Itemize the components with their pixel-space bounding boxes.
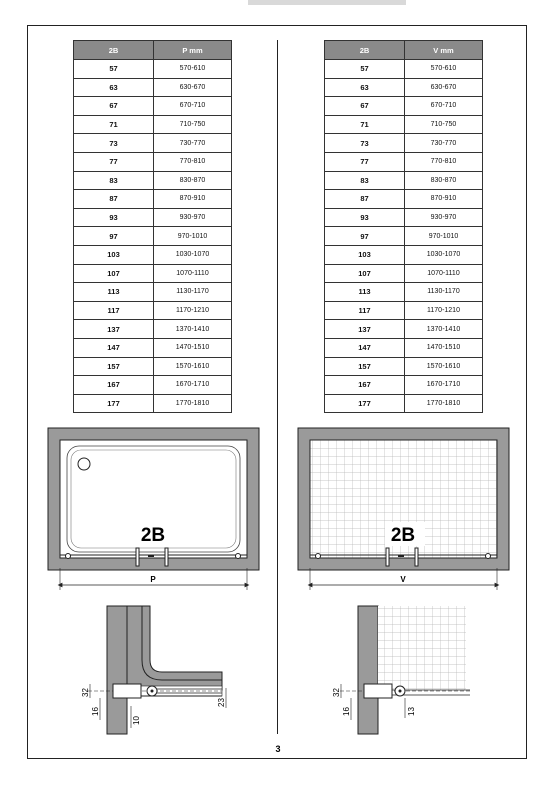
model-cell: 67: [325, 97, 405, 116]
model-cell: 117: [325, 301, 405, 320]
range-cell: 1170-1210: [405, 301, 483, 320]
col-header-dimension: P mm: [154, 41, 232, 60]
model-cell: 77: [325, 152, 405, 171]
col-header-model: 2B: [325, 41, 405, 60]
dim-16: 16: [91, 707, 100, 716]
page-number: 3: [275, 744, 281, 754]
range-cell: 1130-1170: [154, 283, 232, 302]
model-cell: 93: [74, 208, 154, 227]
col-header-dimension: V mm: [405, 41, 483, 60]
model-cell: 83: [325, 171, 405, 190]
dim-32: 32: [332, 688, 341, 697]
dim-10: 10: [132, 716, 141, 725]
range-cell: 570-610: [154, 60, 232, 79]
range-cell: 1470-1510: [154, 338, 232, 357]
model-cell: 157: [74, 357, 154, 376]
range-cell: 1030-1070: [154, 245, 232, 264]
model-cell: 177: [74, 394, 154, 413]
range-cell: 730-770: [154, 134, 232, 153]
model-cell: 93: [325, 208, 405, 227]
range-cell: 730-770: [405, 134, 483, 153]
range-cell: 1370-1410: [154, 320, 232, 339]
range-cell: 870-910: [405, 190, 483, 209]
model-cell: 107: [325, 264, 405, 283]
model-cell: 107: [74, 264, 154, 283]
model-cell: 103: [325, 245, 405, 264]
dim-16: 16: [342, 707, 351, 716]
range-cell: 1670-1710: [405, 376, 483, 395]
range-cell: 1070-1110: [154, 264, 232, 283]
model-cell: 117: [74, 301, 154, 320]
model-cell: 77: [74, 152, 154, 171]
range-cell: 770-810: [154, 152, 232, 171]
range-cell: 1370-1410: [405, 320, 483, 339]
model-cell: 167: [325, 376, 405, 395]
range-cell: 930-970: [405, 208, 483, 227]
dim-23: 23: [217, 698, 226, 707]
range-cell: 670-710: [154, 97, 232, 116]
plan-view-floor: [298, 428, 509, 590]
model-cell: 71: [74, 115, 154, 134]
range-cell: 970-1010: [405, 227, 483, 246]
model-label: 2B: [140, 525, 166, 546]
range-cell: 1770-1810: [154, 394, 232, 413]
model-cell: 177: [325, 394, 405, 413]
model-cell: 113: [74, 283, 154, 302]
range-cell: 970-1010: [154, 227, 232, 246]
range-cell: 1570-1610: [154, 357, 232, 376]
model-cell: 137: [74, 320, 154, 339]
model-cell: 147: [74, 338, 154, 357]
model-cell: 63: [74, 78, 154, 97]
col-header-model: 2B: [74, 41, 154, 60]
range-cell: 1770-1810: [405, 394, 483, 413]
detail-view-floor: [332, 606, 470, 734]
model-label: 2B: [390, 525, 416, 546]
range-cell: 770-810: [405, 152, 483, 171]
range-cell: 710-750: [154, 115, 232, 134]
dim-13: 13: [407, 707, 416, 716]
model-cell: 87: [325, 190, 405, 209]
model-cell: 83: [74, 171, 154, 190]
dimension-label: V: [400, 575, 406, 584]
dimension-label: P: [150, 575, 156, 584]
dim-32: 32: [81, 688, 90, 697]
model-cell: 57: [74, 60, 154, 79]
plan-view-tray: [48, 428, 259, 590]
range-cell: 630-670: [405, 78, 483, 97]
range-cell: 1030-1070: [405, 245, 483, 264]
model-cell: 157: [325, 357, 405, 376]
model-cell: 57: [325, 60, 405, 79]
range-cell: 1470-1510: [405, 338, 483, 357]
model-cell: 73: [325, 134, 405, 153]
range-cell: 1130-1170: [405, 283, 483, 302]
model-cell: 103: [74, 245, 154, 264]
range-cell: 1070-1110: [405, 264, 483, 283]
range-cell: 630-670: [154, 78, 232, 97]
model-cell: 63: [325, 78, 405, 97]
range-cell: 670-710: [405, 97, 483, 116]
range-cell: 930-970: [154, 208, 232, 227]
range-cell: 830-870: [154, 171, 232, 190]
range-cell: 870-910: [154, 190, 232, 209]
range-cell: 1670-1710: [154, 376, 232, 395]
range-cell: 1570-1610: [405, 357, 483, 376]
model-cell: 67: [74, 97, 154, 116]
range-cell: 830-870: [405, 171, 483, 190]
range-cell: 710-750: [405, 115, 483, 134]
detail-view-tray: [81, 606, 226, 734]
model-cell: 167: [74, 376, 154, 395]
model-cell: 137: [325, 320, 405, 339]
range-cell: 570-610: [405, 60, 483, 79]
model-cell: 73: [74, 134, 154, 153]
range-cell: 1170-1210: [154, 301, 232, 320]
model-cell: 97: [325, 227, 405, 246]
model-cell: 71: [325, 115, 405, 134]
model-cell: 147: [325, 338, 405, 357]
model-cell: 113: [325, 283, 405, 302]
model-cell: 87: [74, 190, 154, 209]
model-cell: 97: [74, 227, 154, 246]
